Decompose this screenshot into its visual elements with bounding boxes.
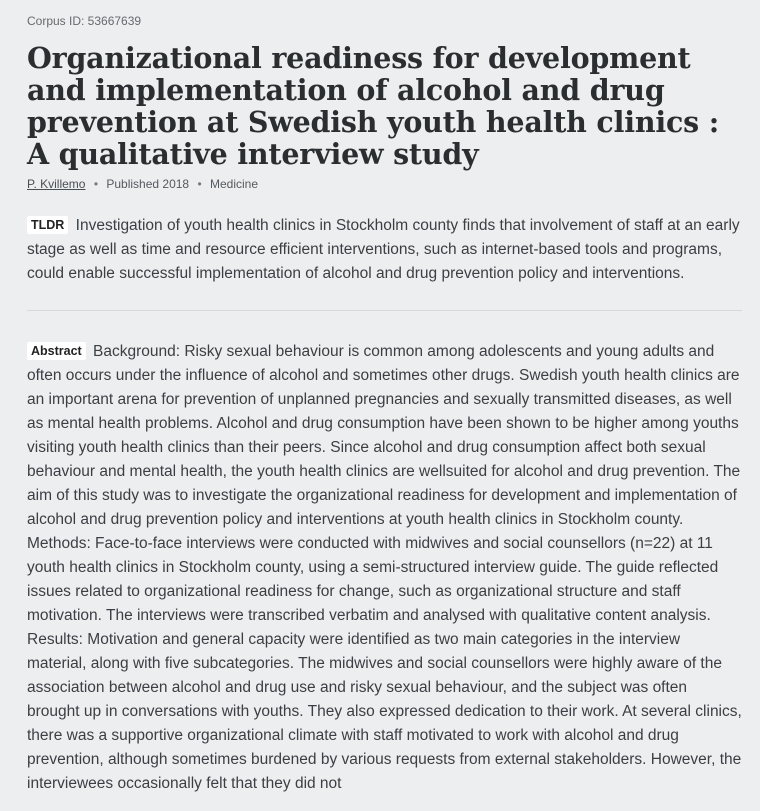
corpus-id: Corpus ID: 53667639 [27,14,142,28]
abstract-section [27,340,742,796]
tldr-text: Investigation of youth health clinics in Stockholm county finds that involvement of staff at an early stage as well as time and resource efficient interventions, such as internet-based tools and programs, could enable successful implementation of alcohol and drug prevention policy and interventions. [27,217,740,282]
tldr-section [27,214,742,286]
meta-separator: • [93,177,99,191]
meta-separator: • [197,177,202,191]
abstract-badge: Abstract [27,342,86,360]
tldr-badge: TLDR [27,216,68,234]
section-divider [27,310,742,311]
field-of-study: Medicine [210,177,259,191]
paper-title: Organizational readiness for development and implementation of alcohol and drug prevention at Swedish youth health clinics : A qualitative interview study [27,41,720,171]
author-link[interactable]: P. Kvillemo [27,177,86,191]
paper-page [27,12,742,796]
paper-meta [27,176,742,192]
abstract-text: Background: Risky sexual behaviour is common among adolescents and young adults and often occurs under the influence of alcohol and sometimes other drugs. Swedish youth health clinics are an important arena for prevention of unplanned pregnancies and sexually transmitted diseases, as well as mental health problems. Alcohol and drug consumption have been shown to be higher among youths visiting youth health clinics than their peers. Since alcohol and drug consumption affect both sexual behaviour and mental health, the youth health clinics are wellsuited for alcohol and drug prevention. The aim of this study was to investigate the organizational readiness for development and implementation of alcohol and drug prevention policy and interventions at youth health clinics in Stockholm county. Methods: Face-to-face interviews were conducted with midwives and social counsellors (n=22) at 11 youth health clinics in Stockholm county, using a semi-structured interview guide. The guide reflected issues related to organizational readiness for change, such as organizational structure and staff motivation. The interviews were transcribed verbatim and analysed with qualitative content analysis. Results: Motivation and general capacity were identified as two main categories in the interview material, along with five subcategories. The midwives and social counsellors were highly aware of the association between alcohol and drug use and risky sexual behaviour, and the subject was often brought up in conversations with youths. They also expressed dedication to their work. At several clinics, there was a supportive organizational climate with staff motivated to work with alcohol and drug prevention, although sometimes burdened by various requests from external stakeholders. However, the interviewees occasionally felt that they did not [27,343,742,792]
published-year: Published 2018 [106,177,190,191]
